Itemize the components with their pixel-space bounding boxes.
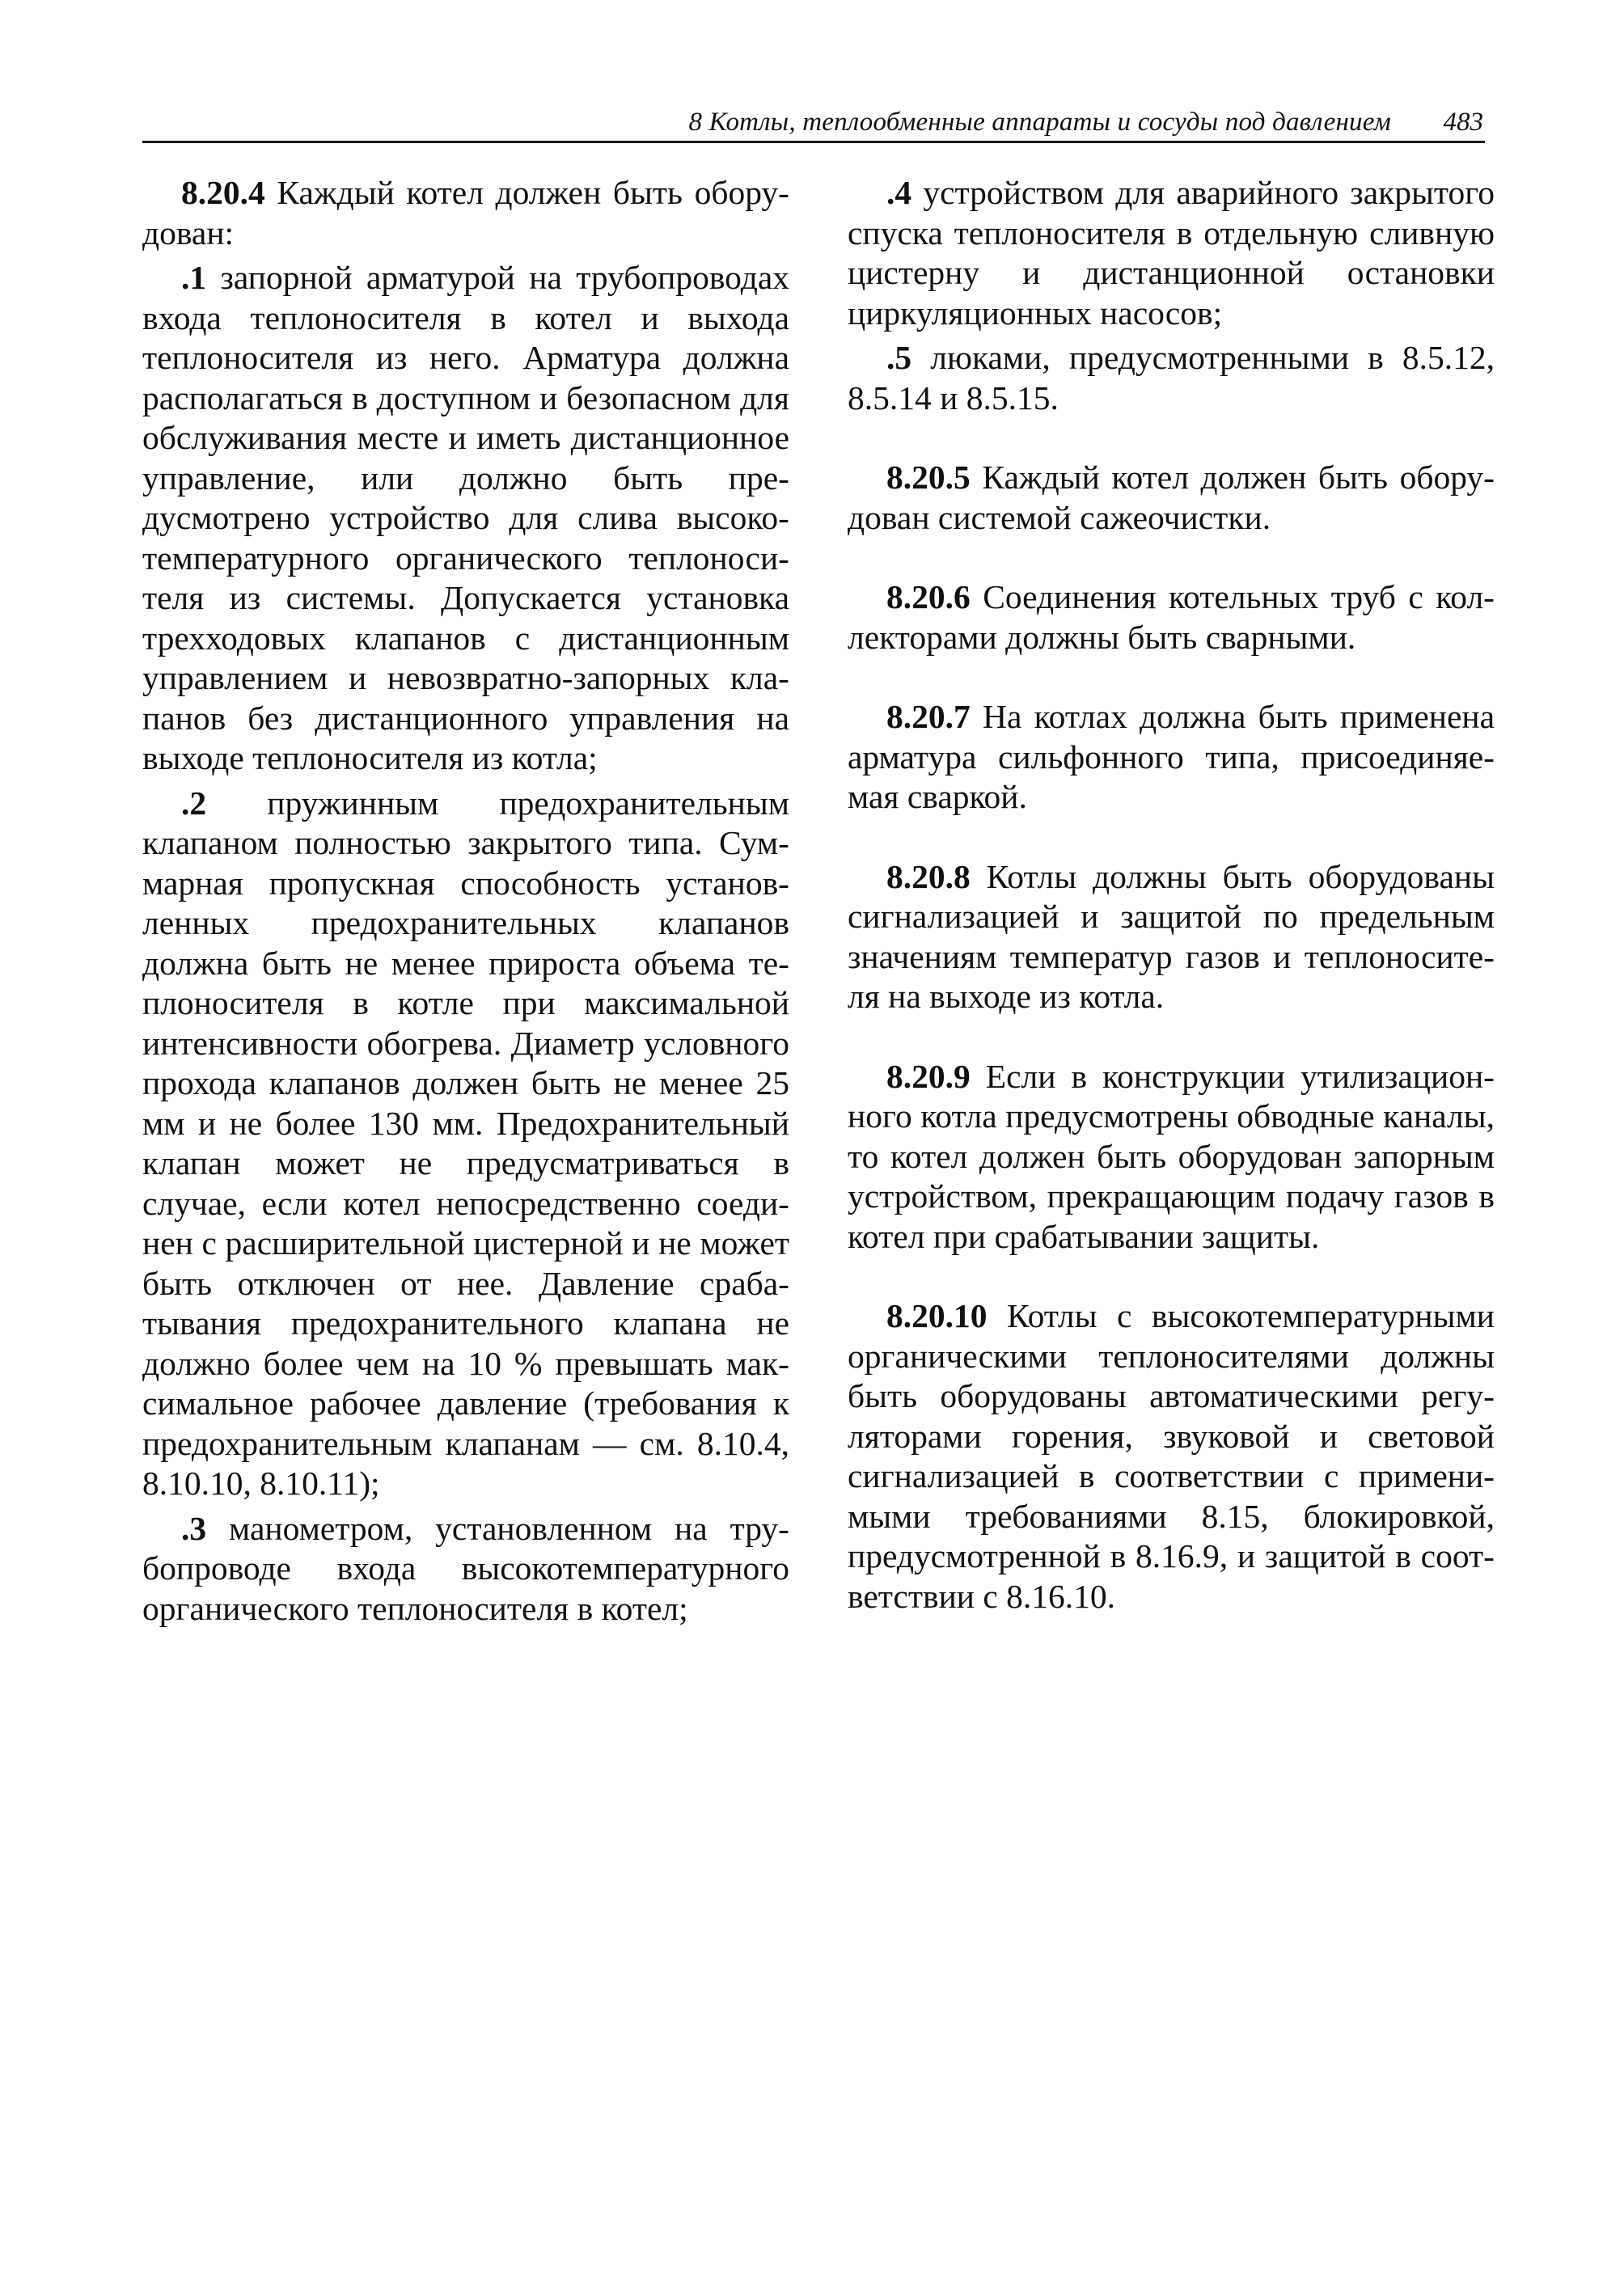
clause-8-20-8: [848, 857, 1495, 1017]
running-title: 8 Котлы, теплообменные аппараты и сосуды под давлением: [688, 108, 1391, 137]
item-text: люками, предусмотренными в 8.5.12, 8.5.14 и 8.5.15.: [848, 339, 1495, 416]
item-number: .3: [181, 1509, 207, 1547]
clause-8-20-4: [142, 173, 789, 253]
item-number: .2: [181, 784, 207, 822]
left-column: [142, 173, 789, 1629]
item-2: [142, 784, 789, 1504]
clause-number: 8.20.4: [181, 174, 265, 211]
item-number: .5: [886, 339, 912, 376]
clause-8-20-9: [848, 1057, 1495, 1258]
item-number: .4: [886, 174, 912, 211]
clause-8-20-6: [848, 577, 1495, 657]
item-5: [848, 338, 1495, 418]
clause-number: 8.20.9: [886, 1057, 971, 1095]
clause-text: Если в конструкции утилизационного котла предусмотрены обводные каналы, то котел должен быть оборудован запорным устройством, прекращающим подачу газов в котел при срабатывании защиты.: [848, 1057, 1495, 1255]
clause-text: Котлы с высокотемпературными органическими теплоносителями должны быть оборудованы автоматическими регуляторами горения, звуковой и световой сигнализацией в соответствии с применимыми требованиями 8.15, блокировкой, предусмотренной в 8.16.9, и защитой в соответствии с 8.16.10.: [848, 1297, 1495, 1615]
clause-number: 8.20.5: [886, 459, 971, 496]
page-number: 483: [1443, 108, 1483, 137]
clause-text: Котлы должны быть оборудованы сигнализацией и защитой по предельным значениям температур газов и теплоносителя на выходе из котла.: [848, 857, 1495, 1015]
page-header: [142, 104, 1485, 143]
item-text: запорной арматурой на трубопроводах входа теплоносителя в котел и выхода теплоносителя из него. Арматура должна располагаться в доступном и безопасном для обслуживания месте и иметь дистанционное управление, или должно быть предусмотрено устройство для слива высокотемпературного органического теплоносителя из системы. Допускается установка трехходовых клапанов с дистанционным управлением и невозвратно-запорных клапанов без дистанционного управления на выходе теплоносителя из котла;: [142, 259, 789, 776]
clause-number: 8.20.10: [886, 1297, 988, 1334]
clause-number: 8.20.6: [886, 578, 971, 615]
clause-text: Каждый котел должен быть оборудован системой сажеочистки.: [848, 459, 1495, 536]
clause-8-20-7: [848, 697, 1495, 818]
item-number: .1: [181, 259, 207, 296]
item-4: [848, 173, 1495, 333]
clause-8-20-10: [848, 1296, 1495, 1617]
clause-number: 8.20.7: [886, 698, 971, 735]
clause-text: На котлах должна быть применена арматура сильфонного типа, присоединяемая сваркой.: [848, 698, 1495, 815]
clause-8-20-5: [848, 458, 1495, 538]
item-1: [142, 258, 789, 779]
clause-text: Соединения котельных труб с коллекторами должны быть сварными.: [848, 578, 1495, 656]
clause-number: 8.20.8: [886, 857, 971, 895]
item-text: устройством для аварийного закрытого спуска теплоносителя в отдельную сливную цистерну и дистанционной остановки циркуляционных насосов;: [848, 174, 1495, 332]
item-text: манометром, установленном на трубопроводе входа высокотемпературного органического теплоносителя в котел;: [142, 1509, 789, 1627]
item-3: [142, 1509, 789, 1629]
clause-text: Каждый котел должен быть оборудован:: [142, 174, 789, 252]
item-text: пружинным предохранительным клапаном полностью закрытого типа. Суммарная пропускная способность установленных предохранительных клапанов должна быть не менее прироста объема теплоносителя в котле при максимальной интенсивности обогрева. Диаметр условного прохода клапанов должен быть не менее 25 мм и не более 130 мм. Предохранительный клапан может не предусматриваться в случае, если котел непосредственно соединен с расширительной цистерной и не может быть отключен от нее. Давление срабатывания предохранительного клапана не должно более чем на 10 % превышать максимальное рабочее давление (требования к предохранительным клапанам — см. 8.10.4, 8.10.10, 8.10.11);: [142, 784, 789, 1502]
right-column: [848, 173, 1495, 1617]
